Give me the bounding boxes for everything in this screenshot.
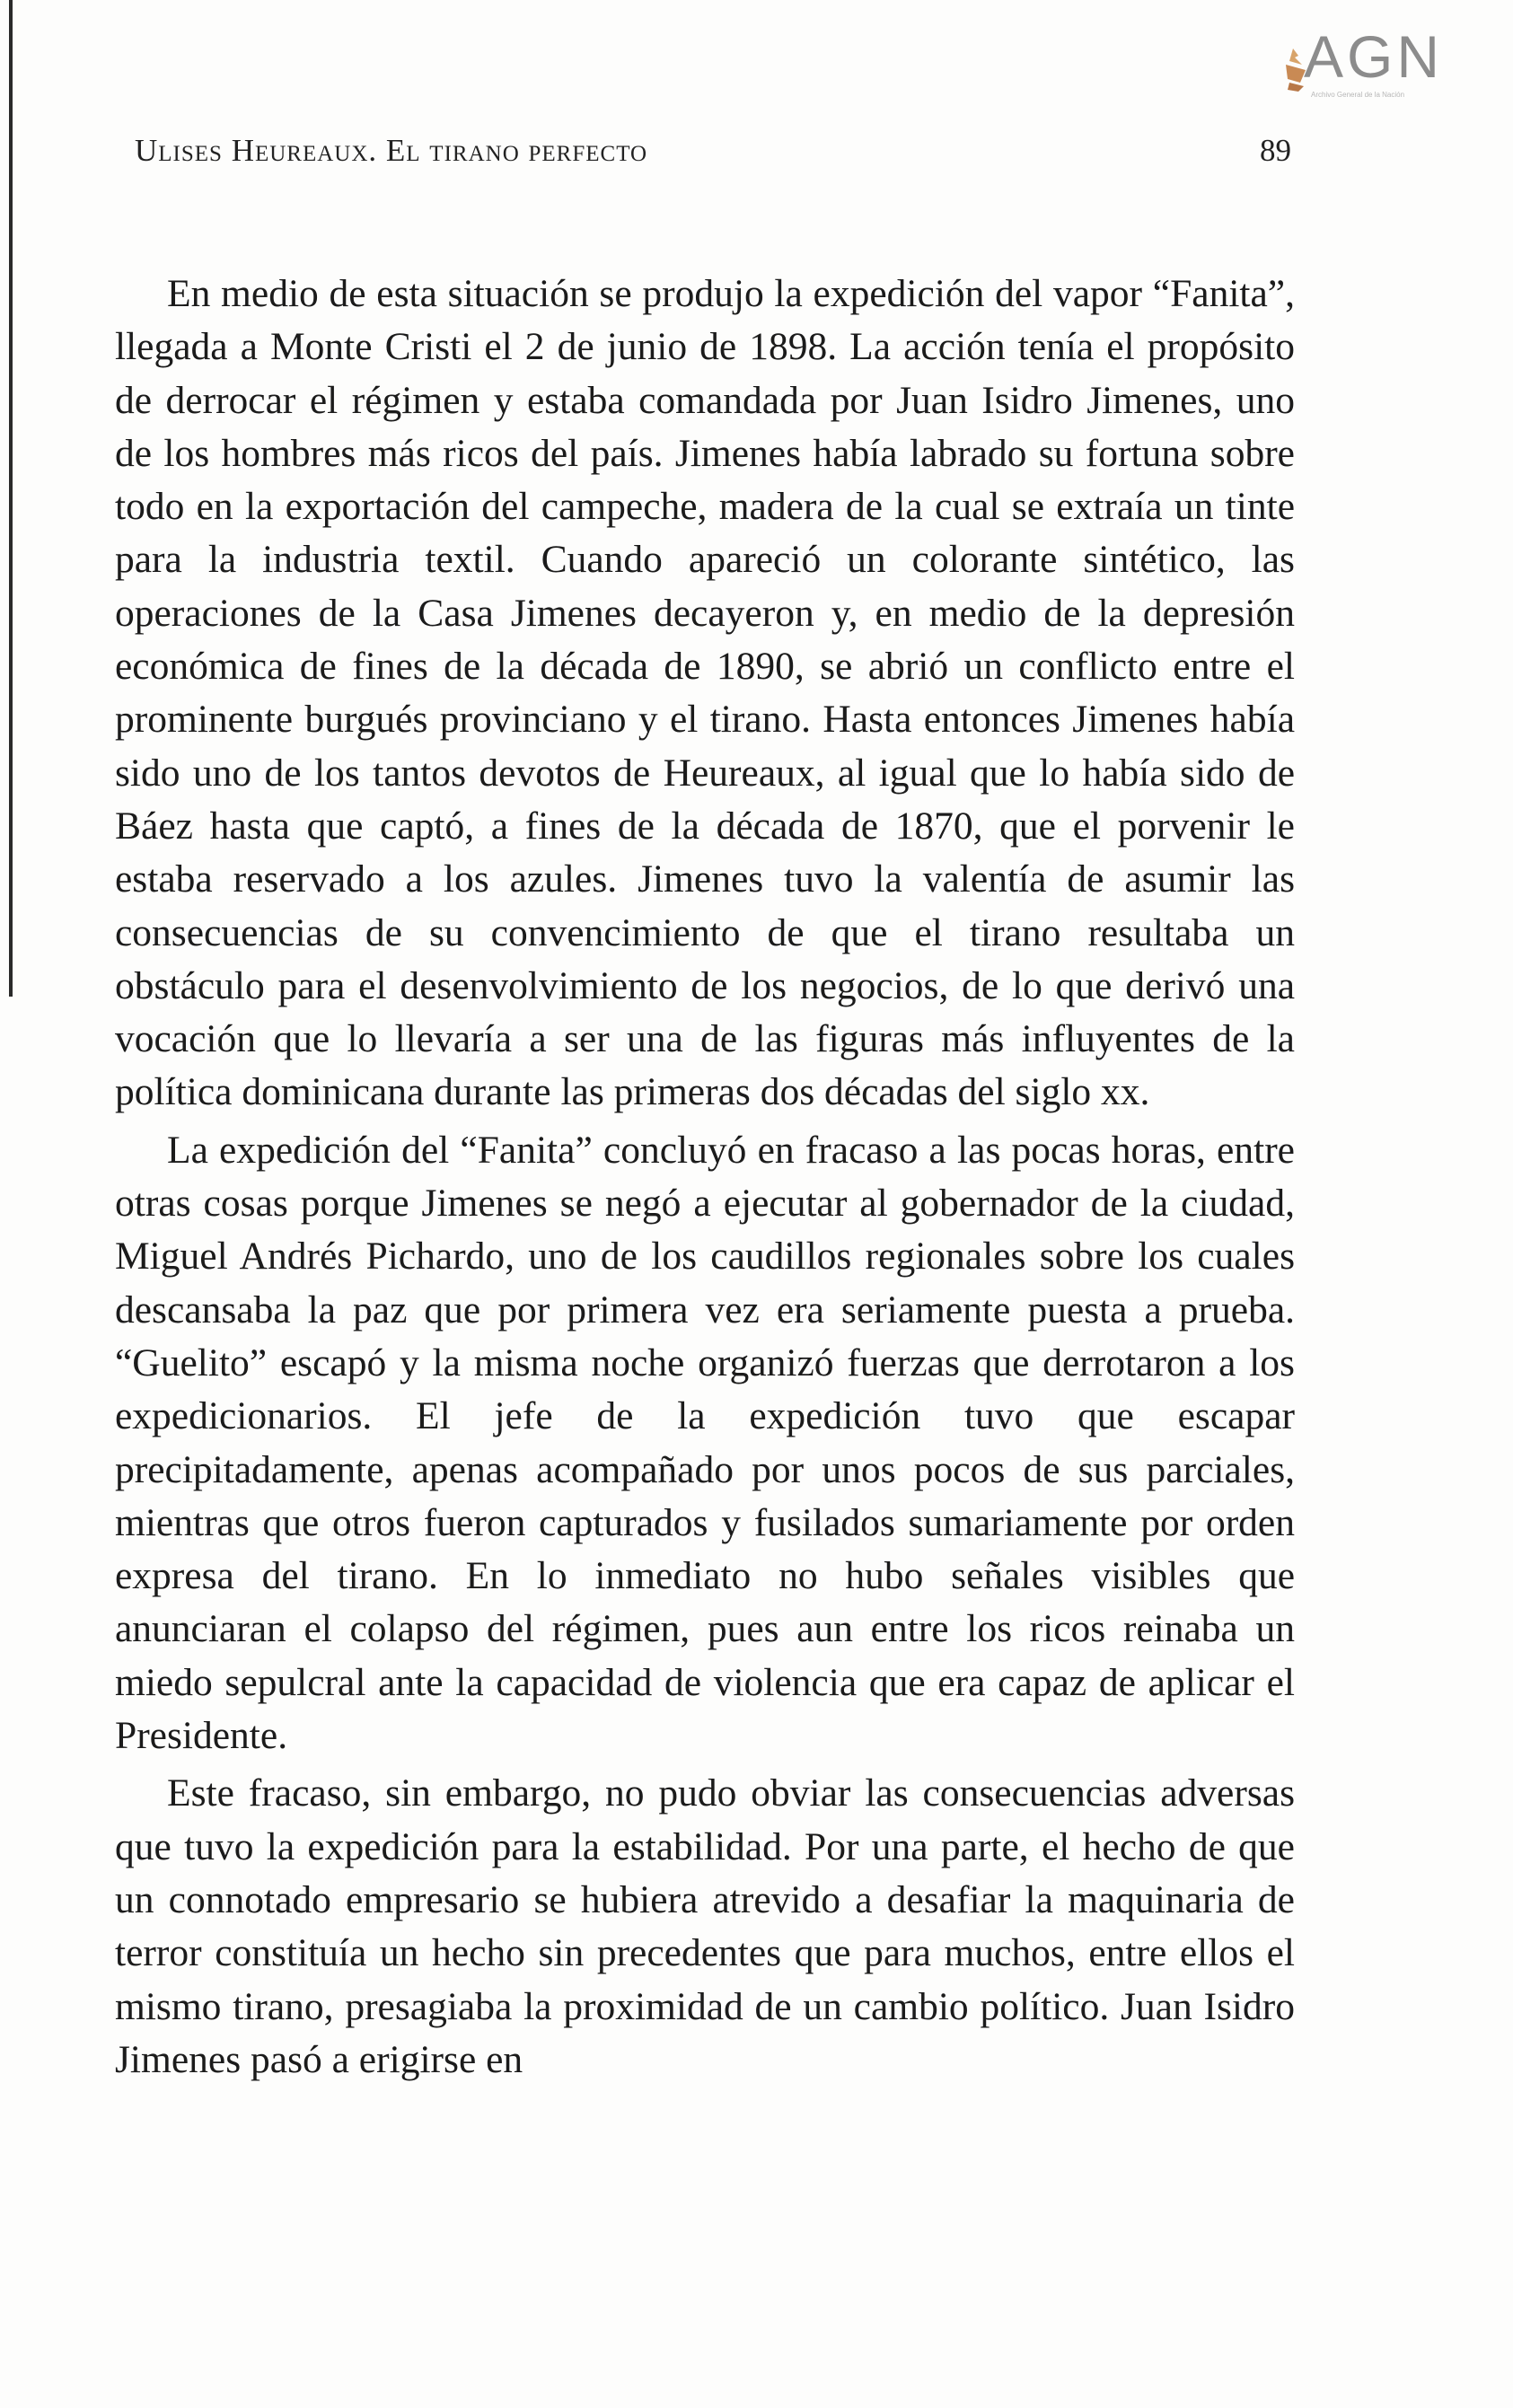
page-number: 89 — [1260, 133, 1291, 168]
paragraph-1: En medio de esta situación se produjo la expedición del vapor “Fanita”, llegada a Monte Cristi el 2 de junio de 1898. La acción tenía el propósito de derrocar el régimen y estaba comandada por Juan Isidro Jimenes, uno de los hombres más ricos del país. Jimenes había labrado su fortuna sobre todo en la exportación del campeche, madera de la cual se extraía un tinte para la industria textil. Cuando apareció un colorante sintético, las operaciones de la Casa Jimenes decayeron y, en medio de la depresión económica de fines de la década de 1890, se abrió un conflicto entre el prominente burgués provinciano y el tirano. Hasta entonces Jimenes había sido uno de los tantos devotos de Heureaux, al igual que lo había sido de Báez hasta que captó, a fines de la década de 1870, que el porvenir le estaba reservado a los azules. Jimenes tuvo la valentía de asumir las consecuencias de su convencimiento de que el tirano resultaba un obstáculo para el desenvolvimiento de los negocios, de lo que derivó una vocación que lo llevaría a ser una de las figuras más influyentes de la política dominicana durante las primeras dos décadas del siglo xx. — [115, 272, 1295, 1114]
page-edge-rule — [9, 0, 13, 997]
paragraph-3: Este fracaso, sin embargo, no pudo obviar las consecuencias adversas que tuvo la expedición para la estabilidad. Por una parte, el hecho de que un connotado empresario se hubiera atrevido a desafiar la maquinaria de terror constituía un hecho sin precedentes que para muchos, entre ellos el mismo tirano, presagiaba la proximidad de un cambio político. Juan Isidro Jimenes pasó a erigirse en — [115, 1771, 1295, 2081]
running-title: Ulises Heureaux. El tirano perfecto — [135, 133, 648, 168]
body-text — [115, 268, 1295, 2087]
paragraph-2: La expedición del “Fanita” concluyó en fracaso a las pocas horas, entre otras cosas porque Jimenes se negó a ejecutar al gobernador de la ciudad, Miguel Andrés Pichardo, uno de los caudillos regionales sobre los cuales descansaba la paz que por primera vez era seriamente puesta a prueba. “Guelito” escapó y la misma noche organizó fuerzas que derrotaron a los expedicionarios. El jefe de la expedición tuvo que escapar precipitadamente, apenas acompañado por unos pocos de sus parciales, mientras que otros fueron capturados y fusilados sumariamente por orden expresa del tirano. En lo inmediato no hubo señales visibles que anunciaran el colapso del régimen, pues aun entre los ricos reinaba un miedo sepulcral ante la capacidad de violencia que era capaz de aplicar el Presidente. — [115, 1128, 1295, 1758]
agn-logo — [1273, 20, 1453, 101]
agn-logo-subtitle: Archivo General de la Nación — [1311, 91, 1405, 99]
agn-logo-letters: AGN — [1304, 23, 1444, 90]
